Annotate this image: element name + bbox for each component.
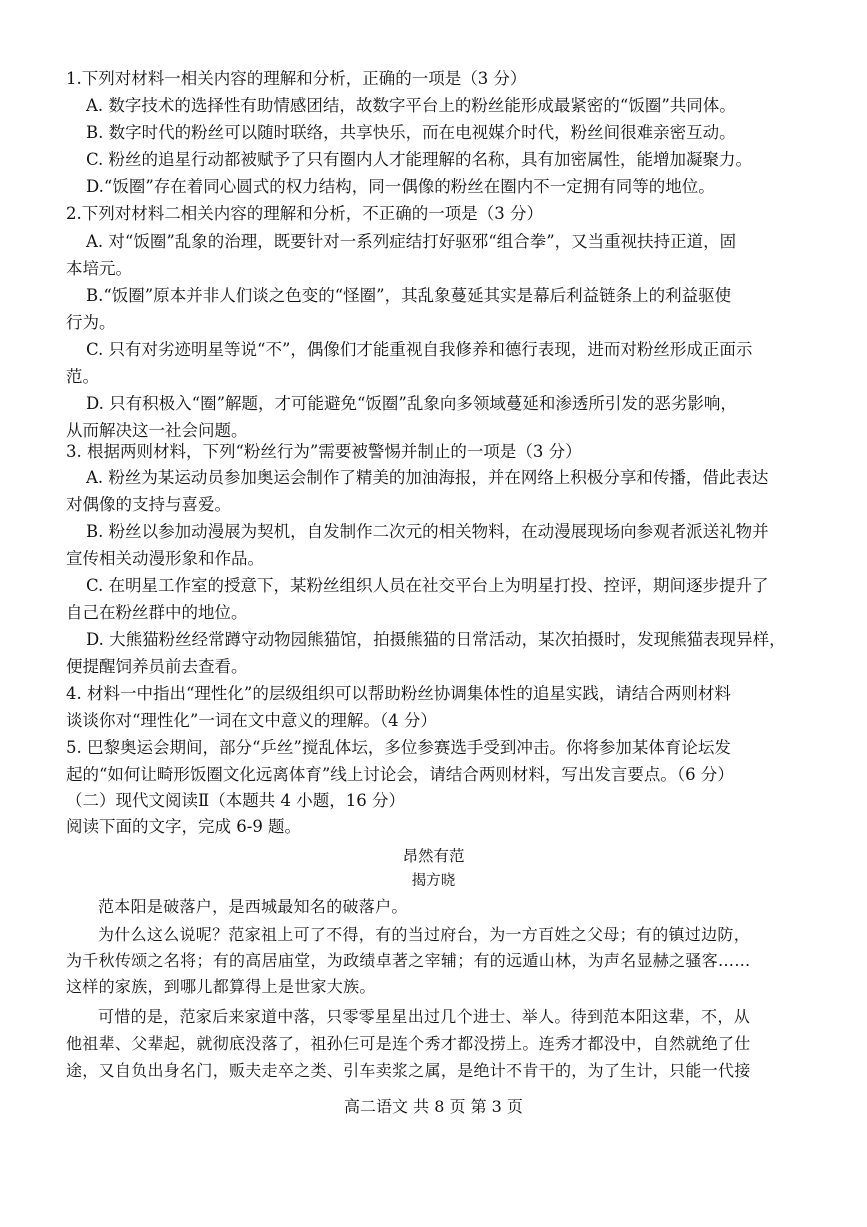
q2-option-a-cont: 本培元。: [66, 259, 132, 278]
q1-option-c: C. 粉丝的追星行动都被赋予了只有圈内人才能理解的名称，具有加密属性，能增加凝聚力。: [86, 150, 753, 169]
story-paragraph-cont: 途，又自负出身名门，贩夫走卒之类、引车卖浆之属，是绝计不肯干的，为了生计，只能一代接: [66, 1061, 751, 1080]
q1-stem: 1.下列对材料一相关内容的理解和分析，正确的一项是（3 分）: [66, 69, 527, 88]
q1-option-b: B. 数字时代的粉丝可以随时联络，共享快乐，而在电视媒介时代，粉丝间很难亲密互动。: [86, 123, 736, 142]
q1-option-d: D.“饭圈”存在着同心圆式的权力结构，同一偶像的粉丝在圈内不一定拥有同等的地位。: [86, 177, 715, 196]
story-author: 揭方晓: [411, 873, 456, 889]
q3-option-a-cont: 对偶像的支持与喜爱。: [66, 495, 231, 514]
q2-option-d-cont: 从而解决这一社会问题。: [66, 421, 248, 440]
story-paragraph: 为什么这么说呢？范家祖上可了不得，有的当过府台，为一方百姓之父母；有的镇过边防，: [98, 925, 751, 944]
story-paragraph: 可惜的是，范家后来家道中落，只零零星星出过几个进士、举人。待到范本阳这辈，不，从: [98, 1007, 751, 1026]
q2-option-c-cont: 范。: [66, 367, 99, 386]
q3-option-c-cont: 自己在粉丝群中的地位。: [66, 603, 248, 622]
q3-option-a: A. 粉丝为某运动员参加奥运会制作了精美的加油海报，并在网络上积极分享和传播，借此表达: [86, 468, 769, 487]
q2-option-b-cont: 行为。: [66, 313, 116, 332]
q2-stem: 2.下列对材料二相关内容的理解和分析，不正确的一项是（3 分）: [66, 204, 543, 223]
q3-option-b-cont: 宣传相关动漫形象和作品。: [66, 549, 264, 568]
q4-stem-cont: 谈谈你对“理性化”一词在文中意义的理解。（4 分）: [66, 711, 437, 730]
page-footer: 高二语文 共 8 页 第 3 页: [344, 1097, 523, 1116]
story-paragraph-cont: 为千秋传颂之名将；有的高居庙堂，为政绩卓著之宰辅；有的远遁山林，为声名显赫之骚客……: [66, 951, 751, 970]
q5-stem-cont: 起的“如何让畸形饭圈文化远离体育”线上讨论会，请结合两则材料，写出发言要点。（6 分）: [66, 765, 734, 784]
story-title: 昂然有范: [402, 847, 465, 865]
q1-option-a: A. 数字技术的选择性有助情感团结，故数字平台上的粉丝能形成最紧密的“饭圈”共同体。: [86, 96, 736, 115]
q3-option-d-cont: 便提醒饲养员前去查看。: [66, 657, 248, 676]
q3-option-c: C. 在明星工作室的授意下，某粉丝组织人员在社交平台上为明星打投、控评，期间逐步提升了: [86, 576, 769, 595]
q2-option-a: A. 对“饭圈”乱象的治理，既要针对一系列症结打好驱邪“组合拳”，又当重视扶持正道，固: [86, 232, 737, 251]
story-paragraph-cont: 这样的家族，到哪儿都算得上是世家大族。: [66, 977, 376, 996]
q3-option-b: B. 粉丝以参加动漫展为契机，自发制作二次元的相关物料，在动漫展现场向参观者派送礼物并: [86, 522, 769, 541]
q3-stem: 3. 根据两则材料，下列“粉丝行为”需要被警惕并制止的一项是（3 分）: [66, 442, 582, 461]
section-heading: （二）现代文阅读Ⅱ（本题共 4 小题，16 分）: [66, 791, 405, 810]
section-instruction: 阅读下面的文字，完成 6-9 题。: [66, 817, 302, 836]
story-paragraph-cont: 他祖辈、父辈起，就彻底没落了，祖孙仨可是连个秀才都没捞上。连秀才都没中，自然就绝了仕: [66, 1034, 751, 1053]
q2-option-c: C. 只有对劣迹明星等说“不”，偶像们才能重视自我修养和德行表现，进而对粉丝形成正面示: [86, 340, 753, 359]
q3-option-d: D. 大熊猫粉丝经常蹲守动物园熊猫馆，拍摄熊猫的日常活动，某次拍摄时，发现熊猫表现异样，: [86, 630, 786, 649]
q2-option-d: D. 只有积极入“圈”解题，才可能避免“饭圈”乱象向多领域蔓延和渗透所引发的恶劣影响，: [86, 394, 737, 413]
story-paragraph: 范本阳是破落户，是西城最知名的破落户。: [98, 897, 408, 916]
q5-stem: 5. 巴黎奥运会期间，部分“乒丝”搅乱体坛，多位参赛选手受到冲击。你将参加某体育论坛发: [66, 738, 731, 757]
q4-stem: 4. 材料一中指出“理性化”的层级组织可以帮助粉丝协调集体性的追星实践，请结合两则材料: [66, 684, 731, 703]
q2-option-b: B.“饭圈”原本并非人们谈之色变的“怪圈”，其乱象蔓延其实是幕后利益链条上的利益驱使: [86, 286, 732, 305]
